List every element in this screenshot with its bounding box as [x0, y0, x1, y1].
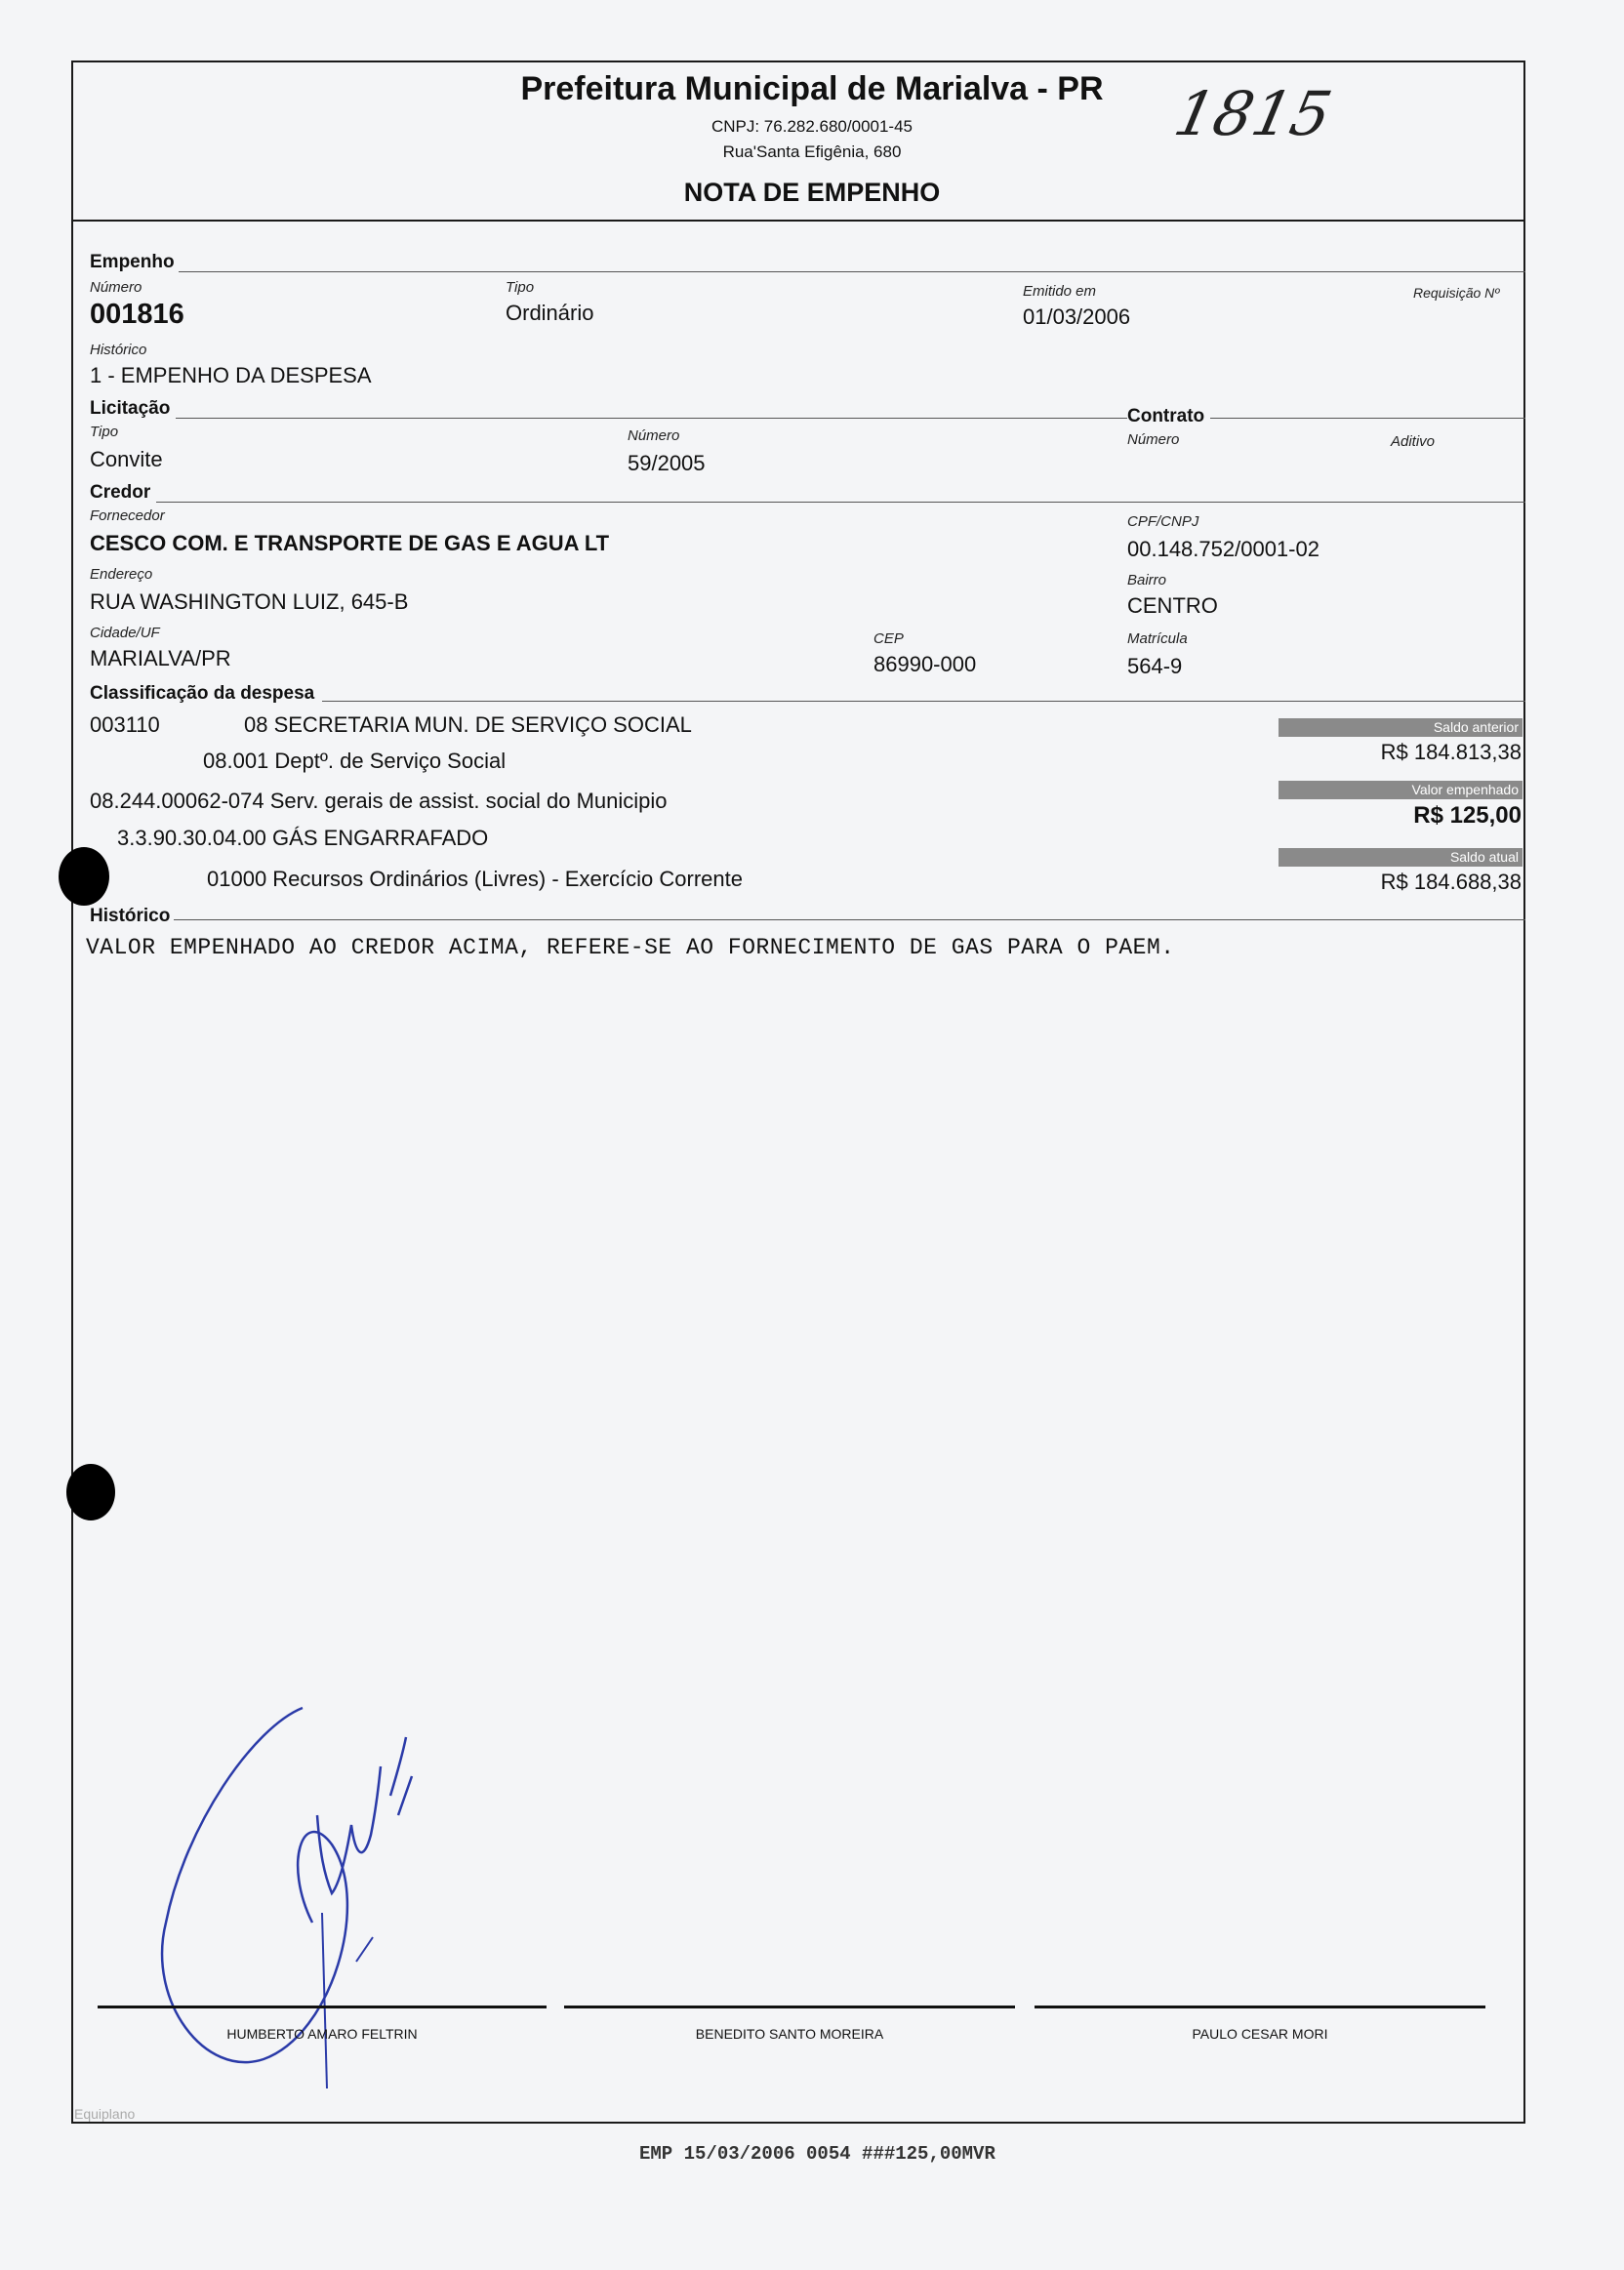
empenho-rule — [176, 271, 1525, 272]
org-name: Prefeitura Municipal de Marialva - PR — [520, 70, 1104, 107]
bank-stamp: EMP 15/03/2006 0054 ###125,00MVR — [639, 2143, 995, 2165]
software-name: Equiplano — [74, 2106, 136, 2122]
empenho-numero: 001816 — [90, 299, 184, 330]
cnpj: CNPJ: 76.282.680/0001-45 — [710, 117, 914, 136]
requisicao-label: Requisição Nº — [1413, 285, 1500, 301]
elemento: 3.3.90.30.04.00 GÁS ENGARRAFADO — [117, 826, 489, 850]
fornecedor-name: CESCO COM. E TRANSPORTE DE GAS E AGUA LT — [90, 531, 610, 555]
secretaria: 08 SECRETARIA MUN. DE SERVIÇO SOCIAL — [244, 712, 692, 737]
signature-line-1 — [98, 2006, 547, 2008]
bairro-value: CENTRO — [1127, 593, 1218, 618]
handwritten-number: 1815 — [1168, 78, 1338, 149]
matricula-value: 564-9 — [1127, 654, 1183, 678]
licitacao-section-title: Licitação — [90, 398, 174, 420]
credor-section-title: Credor — [90, 482, 154, 504]
licitacao-tipo-label: Tipo — [90, 424, 119, 440]
cidade-value: MARIALVA/PR — [90, 646, 231, 670]
historico-section-title: Histórico — [90, 906, 174, 927]
punch-hole-bottom — [66, 1464, 115, 1520]
empenho-historico-label: Histórico — [90, 342, 147, 358]
saldo-atual-value: R$ 184.688,38 — [1380, 870, 1522, 894]
signature-drawing — [146, 1669, 439, 2118]
valor-empenhado-label: Valor empenhado — [1279, 781, 1522, 799]
contrato-numero-label: Número — [1127, 431, 1180, 448]
historico-text: VALOR EMPENHADO AO CREDOR ACIMA, REFERE-SE AO FORNECIMENTO DE GAS PARA O PAEM. — [86, 935, 1175, 960]
empenho-tipo-label: Tipo — [506, 279, 535, 296]
licitacao-tipo: Convite — [90, 447, 163, 471]
valor-empenhado-value: R$ 125,00 — [1413, 802, 1522, 829]
bairro-label: Bairro — [1127, 572, 1167, 588]
signature-line-3 — [1035, 2006, 1485, 2008]
address: Rua'Santa Efigênia, 680 — [722, 142, 902, 161]
signature-line-2 — [564, 2006, 1015, 2008]
endereco-label: Endereço — [90, 566, 153, 583]
empenho-numero-label: Número — [90, 279, 142, 296]
cep-label: CEP — [873, 630, 904, 647]
endereco-value: RUA WASHINGTON LUIZ, 645-B — [90, 589, 409, 614]
departamento: 08.001 Deptº. de Serviço Social — [203, 749, 507, 773]
licitacao-numero-label: Número — [628, 427, 680, 444]
credor-rule — [156, 502, 1525, 503]
cpf-label: CPF/CNPJ — [1127, 513, 1199, 530]
empenho-historico: 1 - EMPENHO DA DESPESA — [90, 363, 372, 387]
programa: 08.244.00062-074 Serv. gerais de assist. social do Municipio — [90, 789, 668, 813]
fornecedor-label: Fornecedor — [90, 507, 165, 524]
empenho-section-title: Empenho — [90, 252, 179, 273]
matricula-label: Matrícula — [1127, 630, 1188, 647]
recurso: 01000 Recursos Ordinários (Livres) - Exercício Corrente — [207, 867, 743, 891]
contrato-aditivo-label: Aditivo — [1391, 433, 1436, 450]
classificacao-rule — [322, 701, 1525, 702]
header-divider — [71, 220, 1525, 222]
saldo-atual-label: Saldo atual — [1279, 848, 1522, 867]
punch-hole-top — [59, 847, 109, 906]
emitido-label: Emitido em — [1023, 283, 1097, 300]
contrato-rule — [1210, 418, 1525, 419]
licitacao-rule — [176, 418, 1132, 419]
historico-rule — [174, 919, 1525, 920]
signature-name-1: HUMBERTO AMARO FELTRIN — [226, 2026, 418, 2042]
contrato-section-title: Contrato — [1127, 406, 1208, 427]
cep-value: 86990-000 — [873, 652, 977, 676]
saldo-anterior-value: R$ 184.813,38 — [1380, 740, 1522, 764]
empenho-tipo: Ordinário — [506, 301, 594, 325]
signature-name-2: BENEDITO SANTO MOREIRA — [695, 2026, 884, 2042]
licitacao-numero: 59/2005 — [628, 451, 706, 475]
classificacao-code: 003110 — [90, 712, 160, 737]
classificacao-section-title: Classificação da despesa — [90, 683, 318, 705]
emitido-date: 01/03/2006 — [1023, 304, 1131, 329]
saldo-anterior-label: Saldo anterior — [1279, 718, 1522, 737]
doc-title: NOTA DE EMPENHO — [683, 178, 941, 207]
signature-name-3: PAULO CESAR MORI — [1192, 2026, 1328, 2042]
cpf-value: 00.148.752/0001-02 — [1127, 537, 1320, 561]
cidade-label: Cidade/UF — [90, 625, 160, 641]
